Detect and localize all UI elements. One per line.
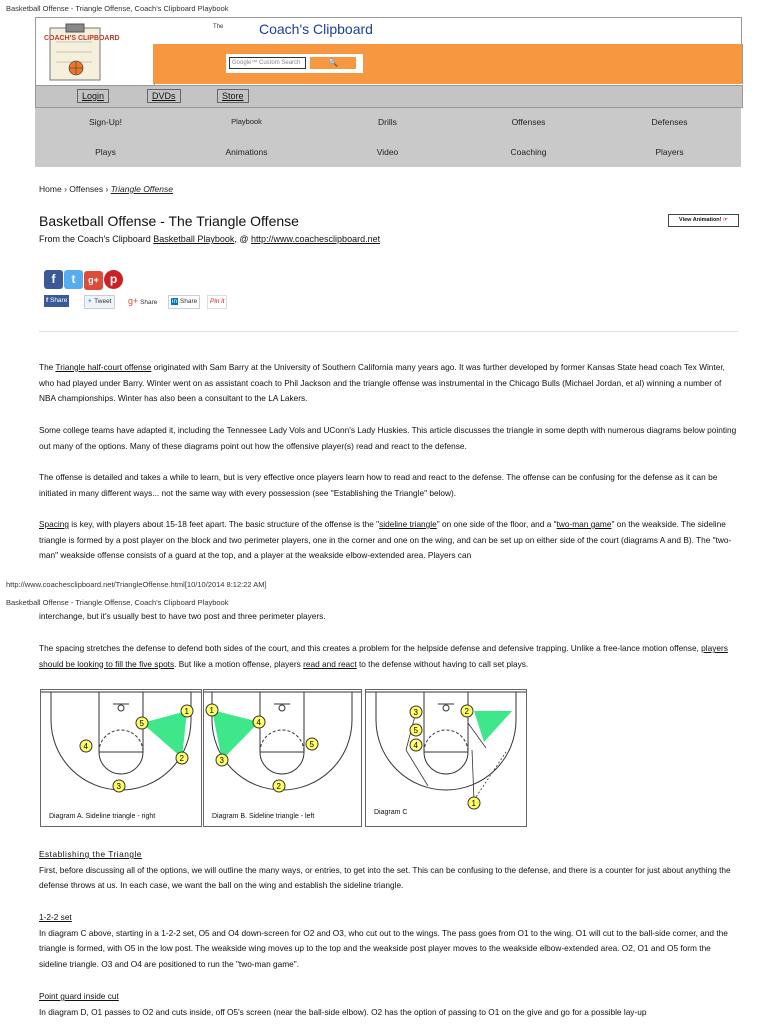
tweet-button[interactable]: ✦ Tweet (84, 295, 115, 309)
svg-text:4: 4 (256, 718, 261, 727)
site-title[interactable]: Coach's Clipboard (259, 21, 373, 37)
breadcrumb-home[interactable]: Home (39, 184, 62, 194)
svg-text:5: 5 (139, 719, 144, 728)
google-plus-icon[interactable]: g+ (84, 271, 103, 290)
nav-coaching[interactable]: Coaching (510, 147, 547, 157)
nav-top (35, 85, 743, 108)
diagram-b-caption: Diagram B. Sideline triangle - left (212, 813, 315, 820)
nav-store[interactable]: Store (217, 89, 249, 103)
svg-text:3: 3 (413, 708, 418, 717)
pg-inside-cut-section (39, 989, 738, 1024)
svg-text:4: 4 (83, 742, 88, 751)
site-banner (35, 17, 741, 167)
nav-plays[interactable]: Plays (95, 147, 116, 157)
nav-signup[interactable]: Sign-Up! (88, 117, 123, 127)
site-logo[interactable] (35, 17, 155, 86)
linkedin-icon: in (172, 298, 178, 305)
establishing-heading[interactable]: Establishing the Triangle (39, 849, 142, 859)
read-and-react-link[interactable]: read and react (303, 658, 357, 669)
diagram-c-caption: Diagram C (374, 809, 408, 816)
diagram-a[interactable] (40, 689, 202, 827)
diagram-c[interactable] (365, 689, 527, 827)
breadcrumb-sep: › (105, 184, 109, 194)
intro-paragraph: The Triangle half-court offense originated with Sam Barry at the University of Southern California many years ago. It was further developed by former Kansas State head coach Tex Winter, who had played under Barry. Winter went on as assistant coach to Phil Jackson and the triangle offense was instrumental in the Chicago Bulls (Michael Jordan, et al) winning a number of NBA championships. Winter has also been a consultant to the LA Lakers. (39, 362, 725, 403)
pg-inside-cut-heading[interactable]: Point guard inside cut (39, 991, 119, 1001)
svg-text:3: 3 (116, 782, 121, 791)
svg-text:COACH'S CLIPBOARD: COACH'S CLIPBOARD (44, 35, 120, 42)
pg-inside-cut-text: In diagram D, O1 passes to O2 and cuts inside, off O5's screen (near the ball-side elbow). O2 has the option of passing to O1 on the give and go for a possible lay-up (39, 1006, 647, 1017)
linkedin-share-button[interactable]: in Share (168, 295, 200, 309)
court-diagram-b (204, 690, 361, 826)
site-title-the: The (213, 24, 224, 30)
nav-players[interactable]: Players (655, 147, 684, 157)
search-input[interactable]: Google™ Custom Search (229, 57, 306, 69)
spacing-link[interactable]: Spacing (39, 519, 69, 529)
nav-video[interactable]: Video (376, 147, 399, 157)
svg-text:1: 1 (471, 799, 476, 808)
breadcrumb-current[interactable]: Triangle Offense (110, 184, 173, 194)
paragraph-5: interchange, but it's usually best to have two post and three perimeter players. (39, 611, 326, 621)
set-122-heading[interactable]: 1-2-2 set (39, 912, 72, 922)
nav-defenses[interactable]: Defenses (651, 117, 688, 127)
twitter-bird-icon: ✦ (87, 298, 93, 305)
facebook-icon: f (46, 297, 49, 304)
playbook-link[interactable]: Basketball Playbook (153, 234, 235, 244)
paragraph-4: Spacing is key, with players about 15-18 feet apart. The basic structure of the offense is the "sideline triangle" on one side of the floor, and a "two-man game" on the weakside. The sideline triangle is formed by a post player on the block and two perimeter players, one in the corner and one on the wing, and can be set up on either side of the court (diagrams A and B). The "two-man" weakside offense consists of a guard at the top, and a player at the weakside elbow-extended area. Players can (39, 519, 732, 560)
pdf-header: Basketball Offense - Triangle Offense, Coach's Clipboard Playbook (6, 598, 229, 607)
nav-dvds[interactable]: DVDs (147, 89, 181, 103)
paragraph-3: The offense is detailed and takes a while to learn, but is very effective once players learn how to read and react to the defense. The offense can be confusing for the defense as it can be initiated in many different ways... not the same way with every possession (see "Establishing the Triangle" below). (39, 472, 718, 498)
search-wrap (226, 54, 363, 73)
pdf-header: Basketball Offense - Triangle Offense, Coach's Clipboard Playbook (6, 4, 229, 13)
nav-playbook[interactable]: Playbook (231, 117, 262, 126)
set-122-section (39, 910, 738, 972)
facebook-icon[interactable]: f (44, 270, 63, 289)
diagram-b[interactable] (203, 689, 362, 827)
site-url-link[interactable]: http://www.coachesclipboard.net (251, 234, 381, 244)
divider (39, 331, 738, 332)
search-icon: 🔍 (328, 58, 338, 67)
share-buttons (44, 295, 244, 309)
view-animation-button[interactable]: View Animation! ☞ (668, 214, 739, 227)
fill-five-spots-link[interactable]: players should be looking to fill the five spots (39, 643, 728, 669)
two-man-game-link[interactable]: two-man game (556, 519, 612, 529)
sideline-triangle-link[interactable]: sideline triangle (379, 519, 437, 529)
social-icons (44, 270, 124, 290)
svg-text:5: 5 (309, 740, 314, 749)
nav-grid (35, 108, 741, 167)
nav-animations[interactable]: Animations (225, 147, 268, 157)
nav-offenses[interactable]: Offenses (511, 117, 546, 127)
paragraph-6: The spacing stretches the defense to defend both sides of the court, and this creates a problem for the helpside defense and defensive trapping. Unlike a free-lance motion offense, players should be looking to fill the five spots. But like a motion offense, players read and react to the defense without having to call set plays. (39, 643, 728, 669)
twitter-icon[interactable]: t (64, 270, 83, 289)
svg-text:2: 2 (464, 707, 469, 716)
google-share-button[interactable]: g+ Share (128, 296, 158, 306)
establishing-section (39, 847, 738, 894)
svg-text:1: 1 (209, 706, 214, 715)
google-plus-icon: g+ (128, 296, 139, 306)
nav-drills[interactable]: Drills (378, 117, 397, 127)
pinterest-icon[interactable]: p (104, 270, 123, 289)
breadcrumb (39, 184, 173, 194)
set-122-text: In diagram C above, starting in a 1-2-2 set, O5 and O4 down-screen for O2 and O3, who cut out to the wings. The pass goes from O1 to the wing. O1 will cut to the ball-side corner, and the triangle is formed, with O5 in the low post. The weakside wing moves up to the top and the weakside post player moves to the weakside elbow-extended area. O2, O1 and O5 form the sideline triangle. O3 and O4 are positioned to run the "two-man game". (39, 927, 728, 969)
court-diagram-a (41, 690, 201, 826)
site-title-box (153, 17, 742, 45)
pdf-footer-url: http://www.coachesclipboard.net/TriangleOffense.html[10/10/2014 8:12:22 AM] (6, 580, 267, 589)
pinit-button[interactable]: Pin it (207, 295, 227, 309)
establishing-text: First, before discussing all of the options, we will outline the many ways, or entries, to get into the set. This can be confusing to the defense, and there is a counter for just about anything the defense throws at us. In each case, we want the ball on the wing and establish the sideline triangle. (39, 864, 731, 890)
svg-text:2: 2 (276, 782, 281, 791)
breadcrumb-offenses[interactable]: Offenses (69, 184, 104, 194)
facebook-share-button[interactable]: f Share (44, 295, 69, 307)
court-diagram-c (366, 690, 526, 826)
page-subtitle: From the Coach's Clipboard Basketball Playbook, @ http://www.coachesclipboard.net (39, 234, 381, 244)
svg-text:4: 4 (413, 741, 418, 750)
breadcrumb-sep: › (64, 184, 67, 194)
page-title: Basketball Offense - The Triangle Offense (39, 213, 299, 229)
svg-text:5: 5 (413, 726, 418, 735)
svg-text:1: 1 (184, 707, 189, 716)
svg-text:3: 3 (219, 756, 224, 765)
clipboard-logo-icon (36, 18, 154, 85)
svg-text:2: 2 (179, 754, 184, 763)
diagram-a-caption: Diagram A. Sideline triangle - right (49, 813, 156, 820)
paragraph-2: Some college teams have adapted it, including the Tennessee Lady Vols and UConn's Lady Huskies. This article discusses the triangle in some depth with numerous diagrams below pointing out many of the options. Many of these diagrams point out how the offensive player(s) read and react to the defense. (39, 425, 737, 451)
search-bar (153, 44, 743, 84)
triangle-offense-link[interactable]: Triangle half-court offense (55, 362, 152, 372)
search-button[interactable] (310, 57, 356, 69)
hand-pointer-icon: ☞ (723, 217, 728, 223)
nav-login[interactable]: Login (77, 89, 109, 103)
